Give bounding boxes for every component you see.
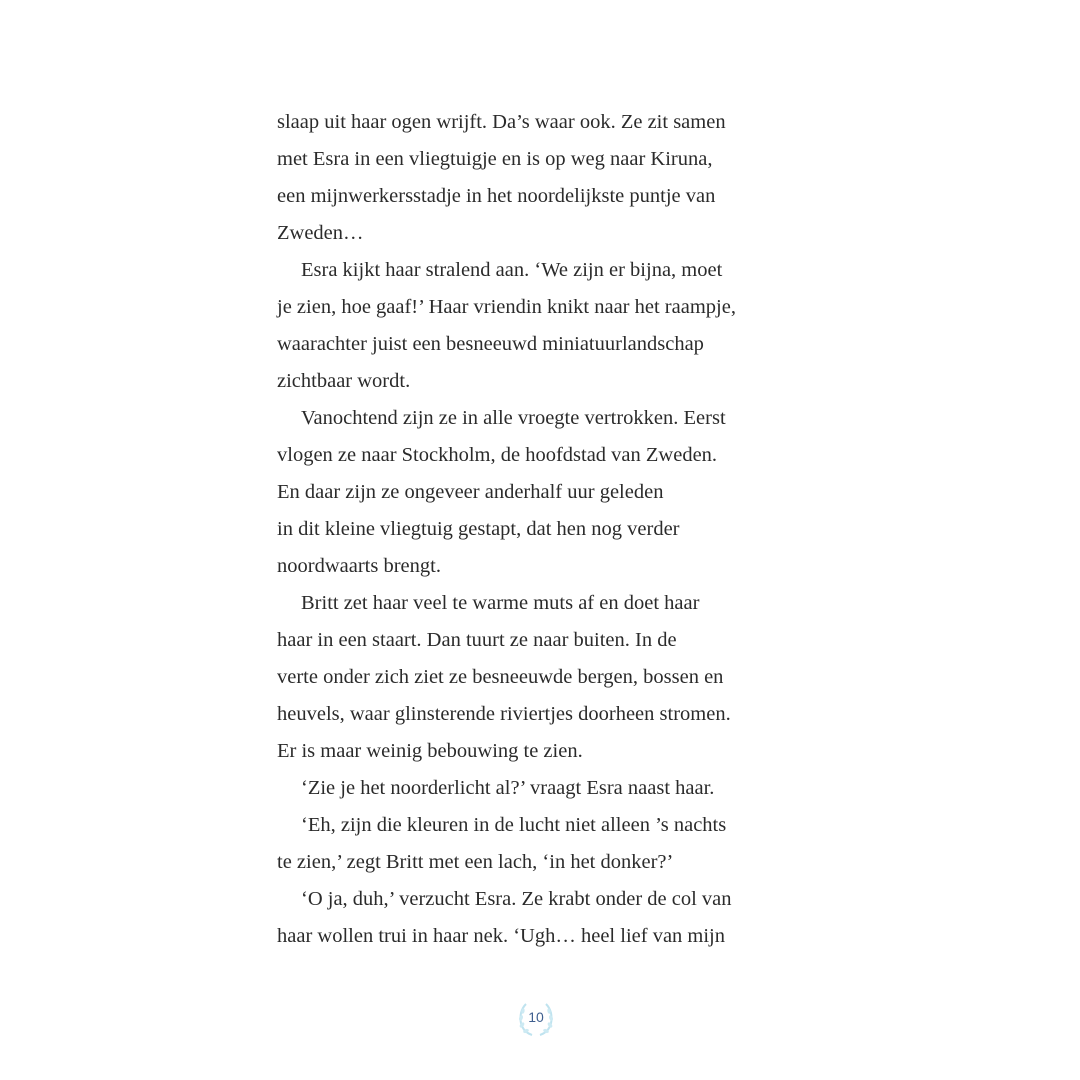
text-line: Esra kijkt haar stralend aan. ‘We zijn er bijna, moet bbox=[301, 259, 723, 281]
text-line: ‘Zie je het noorderlicht al?’ vraagt Esra naast haar. bbox=[301, 777, 715, 799]
text-line: En daar zijn ze ongeveer anderhalf uur geleden bbox=[277, 481, 664, 503]
text-line: zichtbaar wordt. bbox=[277, 370, 411, 392]
text-line: slaap uit haar ogen wrijft. Da’s waar ook. Ze zit samen bbox=[277, 111, 726, 133]
body-text bbox=[277, 104, 817, 955]
text-line: je zien, hoe gaaf!’ Haar vriendin knikt naar het raampje, bbox=[277, 296, 736, 318]
text-line: Er is maar weinig bebouwing te zien. bbox=[277, 740, 583, 762]
page-number: 10 bbox=[528, 1009, 544, 1025]
text-line: ‘Eh, zijn die kleuren in de lucht niet alleen ’s nachts bbox=[301, 814, 727, 836]
text-line: te zien,’ zegt Britt met een lach, ‘in het donker?’ bbox=[277, 851, 674, 873]
text-line: Vanochtend zijn ze in alle vroegte vertrokken. Eerst bbox=[301, 407, 726, 429]
text-line: verte onder zich ziet ze besneeuwde bergen, bossen en bbox=[277, 666, 724, 688]
text-line: met Esra in een vliegtuigje en is op weg naar Kiruna, bbox=[277, 148, 713, 170]
text-line: vlogen ze naar Stockholm, de hoofdstad van Zweden. bbox=[277, 444, 718, 466]
text-line: een mijnwerkersstadje in het noordelijkste puntje van bbox=[277, 185, 716, 207]
text-line: ‘O ja, duh,’ verzucht Esra. Ze krabt onder de col van bbox=[301, 888, 732, 910]
text-line: waarachter juist een besneeuwd miniatuurlandschap bbox=[277, 333, 704, 355]
text-line: haar wollen trui in haar nek. ‘Ugh… heel lief van mijn bbox=[277, 925, 726, 947]
text-line: noordwaarts brengt. bbox=[277, 555, 441, 577]
text-line: Zweden… bbox=[277, 222, 364, 244]
text-line: in dit kleine vliegtuig gestapt, dat hen nog verder bbox=[277, 518, 680, 540]
page-number-ornament bbox=[513, 999, 559, 1039]
text-line: Britt zet haar veel te warme muts af en doet haar bbox=[301, 592, 700, 614]
text-line: heuvels, waar glinsterende riviertjes doorheen stromen. bbox=[277, 703, 731, 725]
text-line: haar in een staart. Dan tuurt ze naar buiten. In de bbox=[277, 629, 677, 651]
